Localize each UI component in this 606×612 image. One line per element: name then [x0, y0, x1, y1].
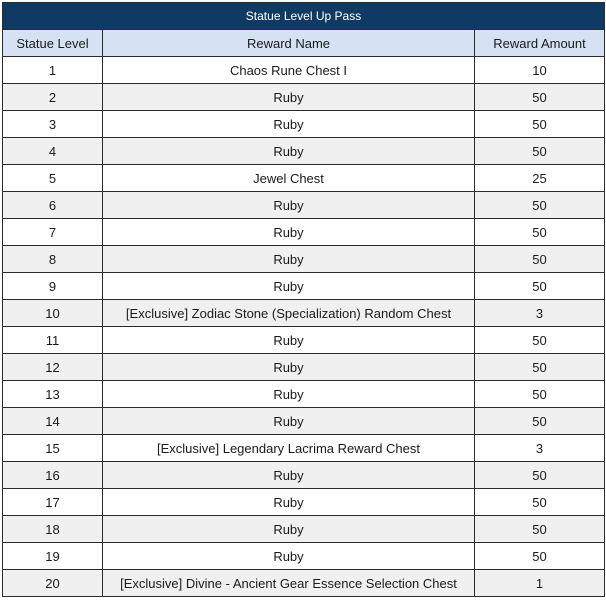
- reward-name-cell: Ruby: [103, 462, 475, 489]
- reward-amount-cell: 50: [475, 543, 605, 570]
- statue-level-cell: 2: [3, 84, 103, 111]
- reward-name-cell: Ruby: [103, 246, 475, 273]
- reward-name-cell: Ruby: [103, 138, 475, 165]
- statue-level-cell: 5: [3, 165, 103, 192]
- reward-name-cell: Ruby: [103, 381, 475, 408]
- column-header-statue-level: Statue Level: [3, 30, 103, 57]
- statue-level-cell: 1: [3, 57, 103, 84]
- table-row: [3, 570, 605, 597]
- reward-amount-cell: 50: [475, 192, 605, 219]
- reward-name-cell: Ruby: [103, 273, 475, 300]
- table-row: [3, 192, 605, 219]
- statue-level-cell: 4: [3, 138, 103, 165]
- table-header-row: [3, 30, 605, 57]
- reward-amount-cell: 50: [475, 327, 605, 354]
- reward-name-cell: Ruby: [103, 516, 475, 543]
- table-body: [3, 57, 605, 597]
- statue-level-cell: 20: [3, 570, 103, 597]
- reward-amount-cell: 50: [475, 219, 605, 246]
- reward-name-cell: Ruby: [103, 408, 475, 435]
- statue-level-cell: 13: [3, 381, 103, 408]
- reward-name-cell: [Exclusive] Divine - Ancient Gear Essence Selection Chest: [103, 570, 475, 597]
- reward-name-cell: Chaos Rune Chest I: [103, 57, 475, 84]
- reward-amount-cell: 50: [475, 84, 605, 111]
- reward-name-cell: Jewel Chest: [103, 165, 475, 192]
- table-row: [3, 57, 605, 84]
- reward-name-cell: Ruby: [103, 327, 475, 354]
- reward-amount-cell: 50: [475, 138, 605, 165]
- statue-level-cell: 3: [3, 111, 103, 138]
- reward-amount-cell: 50: [475, 462, 605, 489]
- table-row: [3, 165, 605, 192]
- reward-amount-cell: 50: [475, 516, 605, 543]
- table-row: [3, 84, 605, 111]
- statue-level-cell: 15: [3, 435, 103, 462]
- statue-level-cell: 9: [3, 273, 103, 300]
- statue-level-cell: 10: [3, 300, 103, 327]
- statue-level-cell: 14: [3, 408, 103, 435]
- reward-name-cell: [Exclusive] Legendary Lacrima Reward Chest: [103, 435, 475, 462]
- table-row: [3, 327, 605, 354]
- statue-level-cell: 18: [3, 516, 103, 543]
- statue-level-up-pass-table: [2, 2, 605, 597]
- table-row: [3, 408, 605, 435]
- statue-level-cell: 6: [3, 192, 103, 219]
- statue-level-cell: 19: [3, 543, 103, 570]
- reward-name-cell: [Exclusive] Zodiac Stone (Specialization) Random Chest: [103, 300, 475, 327]
- reward-name-cell: Ruby: [103, 111, 475, 138]
- reward-amount-cell: 50: [475, 489, 605, 516]
- column-header-reward-amount: Reward Amount: [475, 30, 605, 57]
- reward-name-cell: Ruby: [103, 84, 475, 111]
- table-row: [3, 462, 605, 489]
- table-row: [3, 273, 605, 300]
- table-row: [3, 219, 605, 246]
- table-title-row: [3, 3, 605, 30]
- table-row: [3, 246, 605, 273]
- reward-table-container: [2, 2, 604, 597]
- table-row: [3, 111, 605, 138]
- table-row: [3, 543, 605, 570]
- reward-name-cell: Ruby: [103, 354, 475, 381]
- statue-level-cell: 11: [3, 327, 103, 354]
- table-row: [3, 435, 605, 462]
- reward-amount-cell: 50: [475, 354, 605, 381]
- reward-amount-cell: 50: [475, 273, 605, 300]
- reward-amount-cell: 3: [475, 300, 605, 327]
- table-row: [3, 489, 605, 516]
- table-title: Statue Level Up Pass: [3, 3, 605, 30]
- statue-level-cell: 16: [3, 462, 103, 489]
- table-row: [3, 381, 605, 408]
- reward-amount-cell: 25: [475, 165, 605, 192]
- statue-level-cell: 17: [3, 489, 103, 516]
- reward-name-cell: Ruby: [103, 192, 475, 219]
- reward-amount-cell: 50: [475, 408, 605, 435]
- reward-amount-cell: 50: [475, 246, 605, 273]
- reward-name-cell: Ruby: [103, 219, 475, 246]
- statue-level-cell: 8: [3, 246, 103, 273]
- table-row: [3, 516, 605, 543]
- statue-level-cell: 12: [3, 354, 103, 381]
- table-row: [3, 300, 605, 327]
- reward-name-cell: Ruby: [103, 543, 475, 570]
- statue-level-cell: 7: [3, 219, 103, 246]
- table-row: [3, 354, 605, 381]
- reward-amount-cell: 10: [475, 57, 605, 84]
- reward-amount-cell: 50: [475, 381, 605, 408]
- table-row: [3, 138, 605, 165]
- reward-amount-cell: 1: [475, 570, 605, 597]
- reward-amount-cell: 3: [475, 435, 605, 462]
- reward-name-cell: Ruby: [103, 489, 475, 516]
- column-header-reward-name: Reward Name: [103, 30, 475, 57]
- reward-amount-cell: 50: [475, 111, 605, 138]
